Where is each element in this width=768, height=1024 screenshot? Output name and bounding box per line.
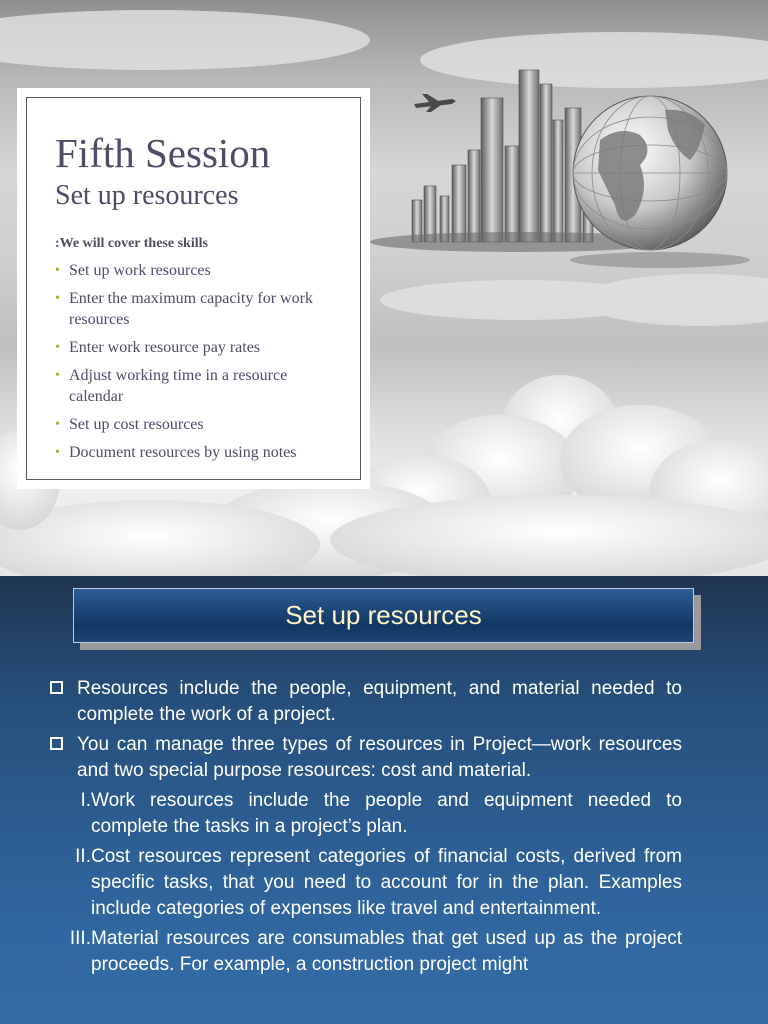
skill-text: Set up work resources bbox=[69, 262, 211, 279]
airplane-icon bbox=[414, 94, 456, 112]
bullet-text: You can manage three types of resources in Project—work resources and two special purpose resources: cost and material. bbox=[77, 734, 682, 781]
roman-list-item bbox=[48, 926, 682, 978]
skill-text: Set up cost resources bbox=[69, 416, 204, 433]
skill-item bbox=[55, 337, 345, 358]
roman-numeral: II. bbox=[75, 846, 91, 867]
skill-item bbox=[55, 414, 345, 435]
skill-text: Enter work resource pay rates bbox=[69, 339, 261, 356]
roman-item-text: Work resources include the people and equipment needed to complete the tasks in a project’s plan. bbox=[91, 790, 682, 837]
title-card bbox=[17, 88, 370, 489]
bullet-text: Resources include the people, equipment, and material needed to complete the work of a project. bbox=[77, 678, 682, 725]
skill-item bbox=[55, 442, 345, 463]
roman-list-item bbox=[48, 844, 682, 922]
skyscrapers bbox=[412, 70, 593, 242]
bullet-icon: • bbox=[55, 417, 60, 432]
roman-numeral: III. bbox=[69, 928, 91, 949]
roman-numeral: I. bbox=[80, 790, 91, 811]
checkbox-bullet-icon bbox=[50, 681, 63, 694]
roman-item-text: Cost resources represent categories of financial costs, derived from specific tasks, that you need to account for in the plan. Examples include categories of expenses like travel and entertainment. bbox=[91, 846, 682, 919]
bullet-icon: • bbox=[55, 291, 60, 306]
skill-item bbox=[55, 288, 345, 330]
checkbox-bullet-icon bbox=[50, 737, 63, 750]
slide-2-content bbox=[48, 676, 682, 982]
skill-text: Enter the maximum capacity for work resources bbox=[69, 290, 313, 328]
slide-heading-banner: Set up resources bbox=[73, 588, 694, 643]
skill-item bbox=[55, 365, 345, 407]
session-title: Fifth Session bbox=[55, 130, 271, 176]
skills-heading: :We will cover these skills bbox=[55, 236, 208, 251]
slide-2 bbox=[0, 576, 768, 1024]
bullet-item bbox=[48, 732, 682, 784]
skills-list bbox=[55, 260, 345, 470]
skill-item bbox=[55, 260, 345, 281]
bullet-icon: • bbox=[55, 445, 60, 460]
bullet-item bbox=[48, 676, 682, 728]
skill-text: Document resources by using notes bbox=[69, 444, 297, 461]
skill-text: Adjust working time in a resource calendar bbox=[69, 367, 288, 405]
roman-list-item bbox=[48, 788, 682, 840]
bullet-icon: • bbox=[55, 340, 60, 355]
roman-item-text: Material resources are consumables that get used up as the project proceeds. For example, a construction project might bbox=[91, 928, 682, 975]
bullet-icon: • bbox=[55, 368, 60, 383]
bullet-icon: • bbox=[55, 263, 60, 278]
session-subtitle: Set up resources bbox=[55, 180, 239, 211]
